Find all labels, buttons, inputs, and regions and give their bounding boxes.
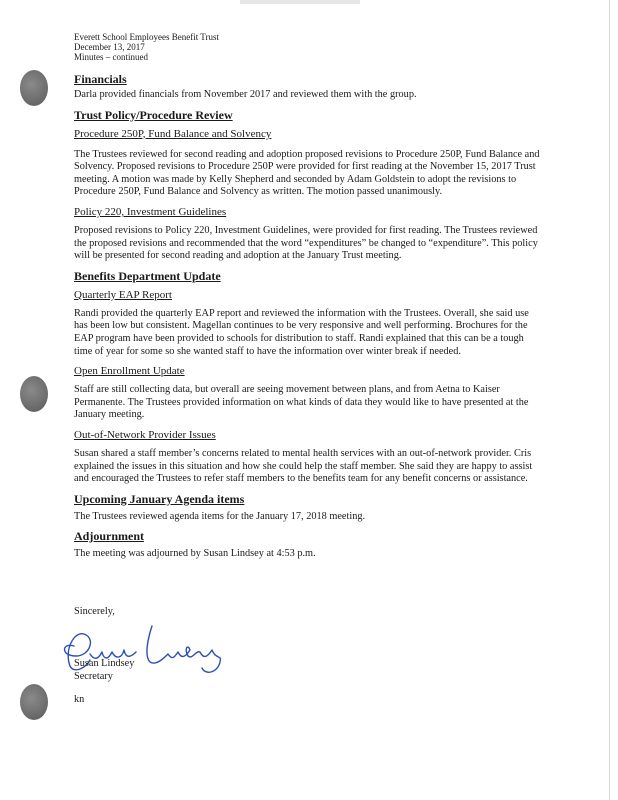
header-org: Everett School Employees Benefit Trust (74, 32, 219, 42)
scan-top-mark (240, 0, 360, 4)
punch-hole-top (20, 70, 48, 106)
adjournment-heading: Adjournment (74, 529, 145, 544)
signatory-name: Susan Lindsey (74, 658, 135, 669)
agenda-heading: Upcoming January Agenda items (74, 491, 245, 506)
signatory-title: Secretary (74, 671, 113, 682)
eap-text: Randi provided the quarterly EAP report and reviewed the information with the Trustees. Overall, she said use has been low but consistent. Magellan continues to be very responsive and well performing. Brochures for the EAP program have been provided to schools for distribution to staff. Randi explained that this can be a tough time of year for some so she wanted staff to have the information over winter break if needed. (74, 307, 529, 357)
eap-heading: Quarterly EAP Report (74, 288, 172, 301)
trust-policy-heading: Trust Policy/Procedure Review (74, 107, 233, 122)
financials-text: Darla provided financials from November 2017 and reviewed them with the group. (74, 89, 417, 100)
benefits-heading: Benefits Department Update (74, 268, 221, 283)
procedure-250p-text: The Trustees reviewed for second reading and adoption proposed revisions to Procedure 250P, Fund Balance and Solvency. Proposed revisions to Procedure 250P were provided for first reading at the November 15, 2017 Trust meeting. A motion was made by Kelly Shepherd and seconded by Adam Goldstein to adopt the revisions to Procedure 250P, Fund Balance and Solvency as written. The motion passed unanimously. (74, 148, 540, 198)
header-minutes: Minutes – continued (74, 52, 148, 62)
signatory-block (74, 657, 134, 683)
oon-heading: Out-of-Network Provider Issues (74, 428, 216, 441)
typist-initials: kn (74, 694, 85, 705)
oon-text: Susan shared a staff member’s concerns related to mental health services with an out-of-network provider. Cris explained the issues in this situation and how she could help the staff member. She said they are happy to assist and encouraged the Trustees to refer staff members to the benefits team for any benefit concerns or assistance. (74, 447, 533, 485)
adjournment-text: The meeting was adjourned by Susan Lindsey at 4:53 p.m. (74, 548, 316, 560)
open-enrollment-heading: Open Enrollment Update (74, 365, 185, 378)
closing-salutation: Sincerely, (74, 606, 115, 617)
policy-220-text: Proposed revisions to Policy 220, Investment Guidelines, were provided for first reading. The Trustees reviewed the proposed revisions and recommended that the word “expenditures” be changed to “expenditure”. This policy will be presented for second reading and adoption at the January Trust meeting. (74, 224, 538, 262)
punch-hole-middle (20, 376, 48, 412)
document-body (74, 32, 542, 561)
open-enrollment-text: Staff are still collecting data, but overall are seeing movement between plans, and from Aetna to Kaiser Permanente. The Trustees provided information on what kinds of data they would like to have presented at the January meeting. (74, 384, 529, 421)
financials-heading: Financials (74, 72, 127, 86)
header-date: December 13, 2017 (74, 42, 145, 52)
scan-right-edge (609, 0, 610, 800)
punch-hole-bottom (20, 684, 48, 720)
policy-220-heading: Policy 220, Investment Guidelines (74, 205, 227, 218)
agenda-text: The Trustees reviewed agenda items for the January 17, 2018 meeting. (74, 510, 366, 522)
procedure-250p-heading: Procedure 250P, Fund Balance and Solvency (74, 127, 272, 140)
